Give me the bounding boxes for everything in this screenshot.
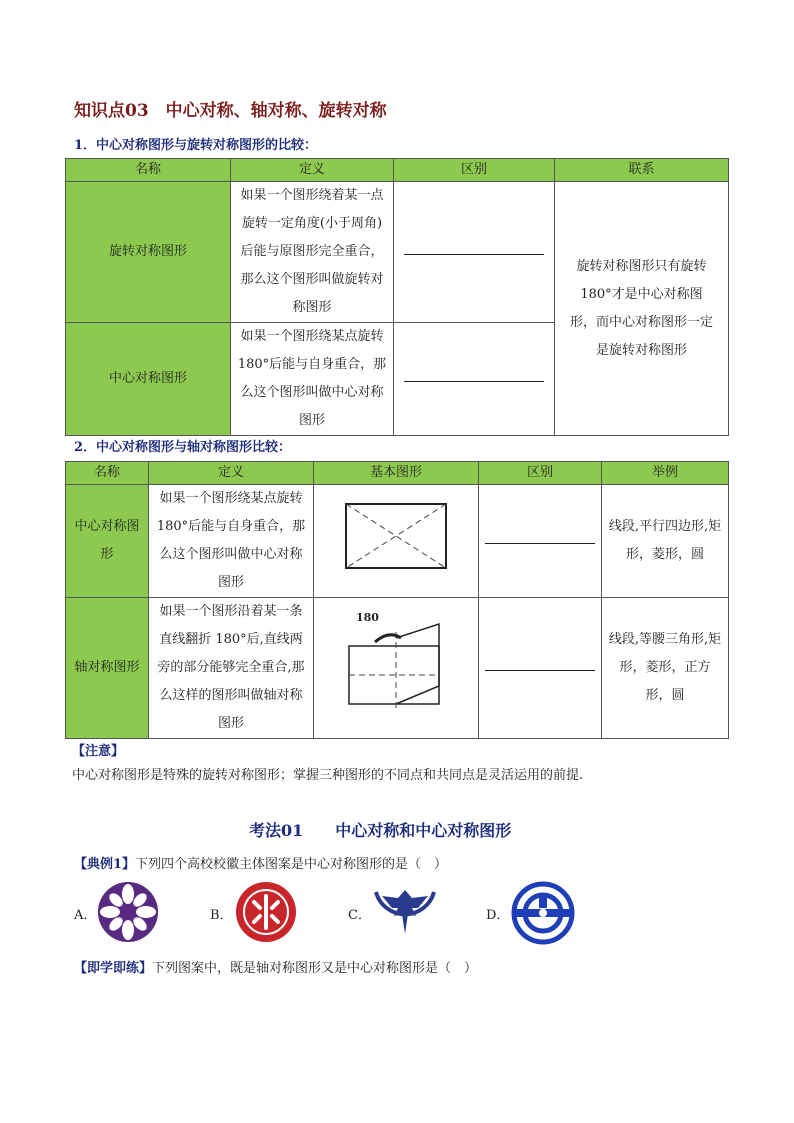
blank-line: [404, 381, 544, 382]
practice-question: [74, 957, 477, 976]
example-question: [74, 853, 447, 872]
table1-row2-definition: 如果一个图形绕某点旋转 180°后能与自身重合，那么这个图形叫做中心对称图形: [231, 323, 394, 436]
table2-row1-figure: [314, 485, 479, 598]
blue-circle-emblem-icon[interactable]: [510, 880, 576, 946]
angle-label: 180: [356, 611, 379, 624]
subsection-1-title: 1．中心对称图形与旋转对称图形的比较：: [74, 138, 318, 153]
table2-header-definition: 定义: [149, 462, 314, 485]
blue-eagle-emblem-icon[interactable]: [372, 878, 438, 944]
blank-line: [485, 543, 595, 544]
table2-header-figure: 基本图形: [314, 462, 479, 485]
red-peking-emblem-icon[interactable]: [234, 880, 298, 944]
table2-row2-difference: [479, 598, 602, 739]
table1-header-name: 名称: [66, 159, 231, 182]
note-title: 【注意】: [72, 744, 125, 759]
note-text: 中心对称图形是特殊的旋转对称图形；掌握三种图形的不同点和共同点是灵活运用的前提.: [72, 768, 584, 783]
practice-text: 下列图案中，既是轴对称图形又是中心对称图形是（ ）: [152, 961, 478, 976]
table1-relation: 旋转对称图形只有旋转180°才是中心对称图形，而中心对称图形一定是旋转对称图形: [555, 182, 729, 436]
example-tag: 【典例1】: [74, 857, 136, 872]
table1-row1-definition: 如果一个图形绕着某一点旋转一定角度(小于周角)后能与原图形完全重合，那么这个图形叫做旋转对称图形: [231, 182, 394, 323]
purple-flower-emblem-icon[interactable]: [96, 880, 160, 944]
table2-header-example: 举例: [602, 462, 729, 485]
section-title: 知识点03 中心对称、轴对称、旋转对称: [74, 101, 387, 121]
table2-row2-name: 轴对称图形: [66, 598, 149, 739]
blank-line: [404, 254, 544, 255]
table1-row1-difference: [394, 182, 555, 323]
table1-header-relation: 联系: [555, 159, 729, 182]
blank-line: [485, 670, 595, 671]
table2-row2-example: 线段,等腰三角形,矩形，菱形，正方形，圆: [602, 598, 729, 739]
comparison-table-2: [65, 461, 729, 739]
option-b-label: B．: [210, 908, 233, 923]
subsection-2-title: 2．中心对称图形与轴对称图形比较：: [74, 440, 292, 455]
option-c-label: C．: [348, 908, 371, 923]
example-text: 下列四个高校校徽主体图案是中心对称图形的是（ ）: [135, 857, 448, 872]
table1-row2-difference: [394, 323, 555, 436]
table2-row1-definition: 如果一个图形绕某点旋转 180°后能与自身重合，那么这个图形叫做中心对称图形: [149, 485, 314, 598]
table2-row2-definition: 如果一个图形沿着某一条直线翻折 180°后,直线两旁的部分能够完全重合,那么这样的图形叫做轴对称图形: [149, 598, 314, 739]
table1-header-difference: 区别: [394, 159, 555, 182]
table1-header-definition: 定义: [231, 159, 394, 182]
rectangle-diagonals-figure: [341, 499, 451, 573]
table2-row1-difference: [479, 485, 602, 598]
table1-row1-name: 旋转对称图形: [66, 182, 231, 323]
table1-row2-name: 中心对称图形: [66, 323, 231, 436]
table2-row1-example: 线段,平行四边形,矩形，菱形，圆: [602, 485, 729, 598]
table2-header-name: 名称: [66, 462, 149, 485]
comparison-table-1: [65, 158, 729, 436]
option-d-label: D．: [486, 908, 510, 923]
table2-header-difference: 区别: [479, 462, 602, 485]
table2-row1-name: 中心对称图形: [66, 485, 149, 598]
method-title: 考法01 中心对称和中心对称图形: [249, 821, 512, 840]
folded-rectangle-figure: [341, 608, 451, 718]
table2-row2-figure: [314, 598, 479, 739]
option-a-label: A．: [74, 908, 97, 923]
practice-tag: 【即学即练】: [74, 961, 153, 976]
